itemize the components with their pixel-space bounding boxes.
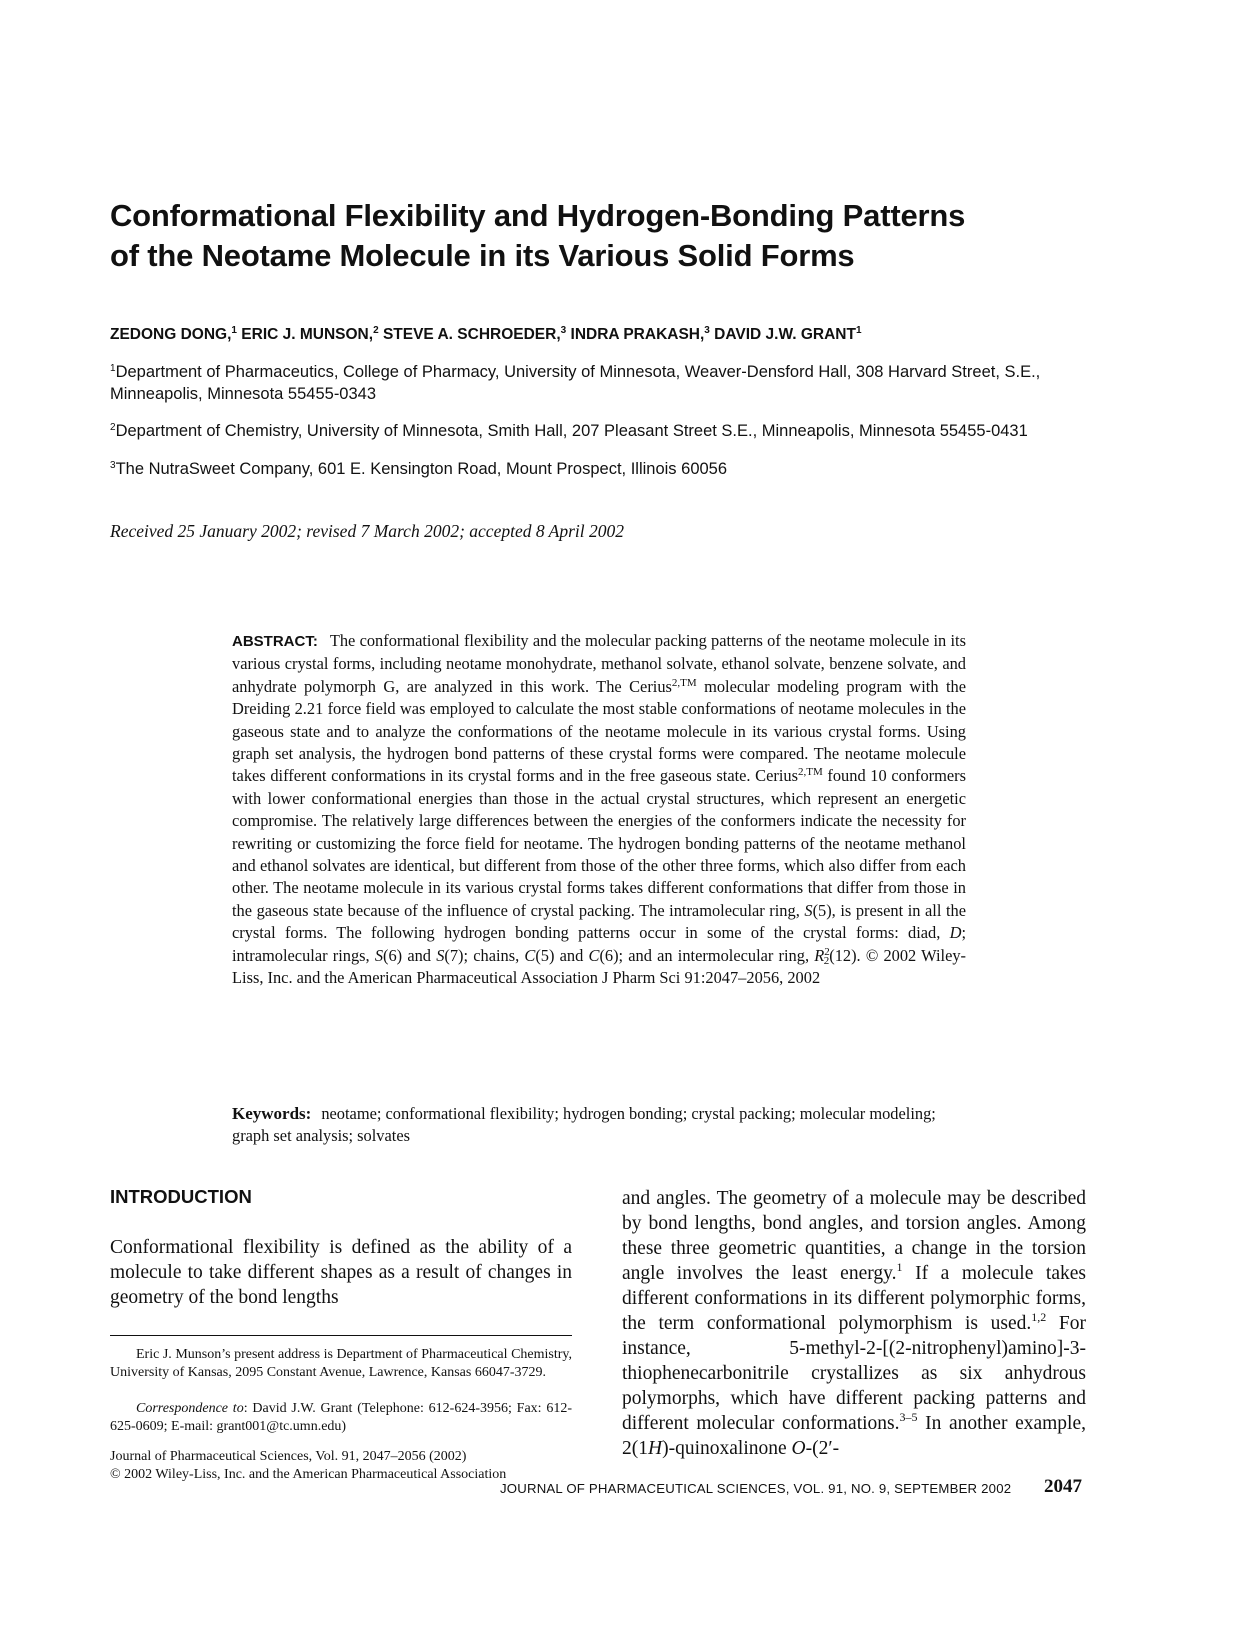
affiliation	[110, 458, 1090, 480]
running-footer: JOURNAL OF PHARMACEUTICAL SCIENCES, VOL. 91, NO. 9, SEPTEMBER 2002	[500, 1481, 1012, 1496]
abstract-text: (6); and an intermolecular ring,	[599, 945, 815, 965]
affiliation-marker: 3	[110, 460, 116, 471]
body-paragraph: Conformational flexibility is defined as the ability of a molecule to take different shapes as a result of changes in geometry of the bond lengths	[110, 1237, 572, 1308]
keywords	[232, 1103, 966, 1148]
author-name: ERIC J. MUNSON,	[241, 326, 374, 343]
footnote-divider	[110, 1335, 572, 1336]
graph-set-symbol: C	[588, 945, 600, 965]
graph-set-subscript: 2	[823, 954, 830, 967]
keywords-label: Keywords:	[232, 1104, 312, 1123]
graph-set-symbol: S	[436, 945, 445, 965]
keywords-text: neotame; conformational flexibility; hydrogen bonding; crystal packing; molecular modeling; graph set analysis; solvates	[232, 1104, 936, 1146]
paper-title	[110, 196, 1130, 276]
graph-set-symbol: S	[804, 900, 813, 920]
italic-symbol: H	[648, 1438, 663, 1459]
abstract-label: ABSTRACT:	[232, 633, 318, 650]
body-paragraph-column-2	[622, 1186, 1086, 1461]
abstract-text: (7); chains,	[444, 945, 525, 965]
abstract-text: found 10 conformers with lower conformational energies than those in the actual crystal structures, which represent an energetic compromise. The relatively large differences between the energies of the conformers indicate the necessity for rewriting or customizing the force field for neotame. The hydrogen bonding patterns of the neotame methanol and ethanol solvates are identical, but different from those of the other three forms, which also differ from each other. The neotame molecule in its various crystal forms takes different conformations that differ from those in the gaseous state because of the influence of crystal packing. The intramolecular ring,	[232, 766, 966, 920]
author-list	[110, 325, 1150, 345]
body-text: For instance, 5-methyl-2-[(2-nitrophenyl)amino]-3-thiophenecarbonitrile crystallizes as six anhydrous polymorphs, which have different packing patterns and different molecular conformations.	[622, 1313, 1086, 1434]
affiliation-marker: 2	[110, 422, 116, 433]
affiliation	[110, 361, 1090, 405]
body-text: )-quinoxalinone	[662, 1438, 792, 1459]
affiliation-text: Department of Chemistry, University of Minnesota, Smith Hall, 207 Pleasant Street S.E., Minneapolis, Minnesota 55455-0431	[115, 422, 1028, 440]
reference-marker: 1,2	[1031, 1310, 1047, 1324]
author-name: INDRA PRAKASH,	[570, 326, 705, 343]
abstract-text: molecular modeling program with the Dreiding 2.21 force field was employed to calculate the most stable conformations of neotame molecules in the gaseous state and to analyze the conformations of the neotame molecule in its various crystal forms. Using graph set analysis, the hydrogen bond patterns of these crystal forms were compared. The neotame molecule takes different conformations in its crystal forms and in the free gaseous state. Cerius	[232, 676, 966, 786]
trademark-superscript: 2,TM	[797, 766, 823, 779]
correspondence-text: : David J.W. Grant (Telephone: 612-624-3956; Fax: 612-625-0609; E-mail: grant001@tc.umn.edu)	[110, 1401, 572, 1434]
journal-citation: Journal of Pharmaceutical Sciences, Vol. 91, 2047–2056 (2002)	[110, 1449, 467, 1464]
affiliation	[110, 420, 1090, 442]
affiliation-text: The NutraSweet Company, 601 E. Kensington Road, Mount Prospect, Illinois 60056	[115, 460, 728, 478]
author-affiliation-marker: 3	[704, 325, 710, 336]
author-affiliation-marker: 1	[855, 325, 862, 336]
copyright-notice: © 2002 Wiley-Liss, Inc. and the American Pharmaceutical Association	[110, 1467, 507, 1482]
graph-set-superscript: 2	[824, 945, 830, 958]
body-text: If a molecule takes different conformations in its different polymorphic forms, the term conformational polymorphism is used.	[622, 1263, 1086, 1334]
body-text: and angles. The geometry of a molecule may be described by bond lengths, bond angles, and torsion angles. Among these three geometric quantities, a change in the torsion angle involves the least energy.	[622, 1188, 1086, 1284]
correspondence-label: Correspondence to	[136, 1401, 244, 1416]
author-name: ZEDONG DONG,	[110, 326, 232, 343]
affiliation-text: Department of Pharmaceutics, College of Pharmacy, University of Minnesota, Weaver-Densford Hall, 308 Harvard Street, S.E., Minneapolis, Minnesota 55455-0343	[110, 363, 1041, 403]
graph-set-symbol: D	[949, 923, 962, 943]
author-name: STEVE A. SCHROEDER,	[382, 326, 561, 343]
graph-set-symbol: S	[374, 945, 384, 965]
abstract-text: (5), is present in all the crystal forms. The following hydrogen bonding patterns occur in some of the crystal forms: diad,	[232, 900, 966, 943]
affiliation-marker: 1	[110, 363, 116, 374]
author-affiliation-marker: 2	[373, 325, 379, 336]
trademark-superscript: 2,TM	[671, 676, 697, 689]
abstract-text: ; intramolecular rings,	[232, 923, 966, 965]
section-heading-introduction: INTRODUCTION	[110, 1186, 252, 1207]
abstract-text: (5) and	[535, 945, 589, 965]
paper-title-line-2: of the Neotame Molecule in its Various Solid Forms	[110, 238, 855, 273]
graph-set-symbol: R	[814, 945, 825, 965]
author-name: DAVID J.W. GRANT	[714, 326, 856, 343]
abstract-text: (6) and	[383, 945, 437, 965]
footnote-correspondence	[110, 1400, 572, 1436]
paper-title-line-1: Conformational Flexibility and Hydrogen-Bonding Patterns	[110, 198, 966, 233]
body-text: In another example, 2(1	[622, 1413, 1086, 1459]
reference-marker: 3–5	[899, 1410, 918, 1424]
received-dates: Received 25 January 2002; revised 7 March 2002; accepted 8 April 2002	[110, 521, 624, 541]
footnote-present-address: Eric J. Munson’s present address is Department of Pharmaceutical Chemistry, University of Kansas, 2095 Constant Avenue, Lawrence, Kansas 66047-3729.	[110, 1347, 572, 1380]
italic-symbol: O	[791, 1438, 806, 1459]
abstract-text: (12). © 2002 Wiley-Liss, Inc. and the American Pharmaceutical Association J Pharm Sci 91:2047–2056, 2002	[232, 945, 966, 988]
author-affiliation-marker: 1	[231, 325, 237, 336]
body-text: -(2′-	[805, 1438, 840, 1459]
page-number: 2047	[1044, 1476, 1082, 1497]
abstract-text: The conformational flexibility and the molecular packing patterns of the neotame molecule in its various crystal forms, including neotame monohydrate, methanol solvate, ethanol solvate, benzene solvate, and anhydrate polymorph G, are analyzed in this work. The Cerius	[232, 631, 966, 696]
abstract	[232, 630, 966, 990]
reference-marker: 1	[896, 1260, 903, 1274]
graph-set-symbol: C	[524, 945, 536, 965]
author-affiliation-marker: 3	[560, 325, 567, 336]
